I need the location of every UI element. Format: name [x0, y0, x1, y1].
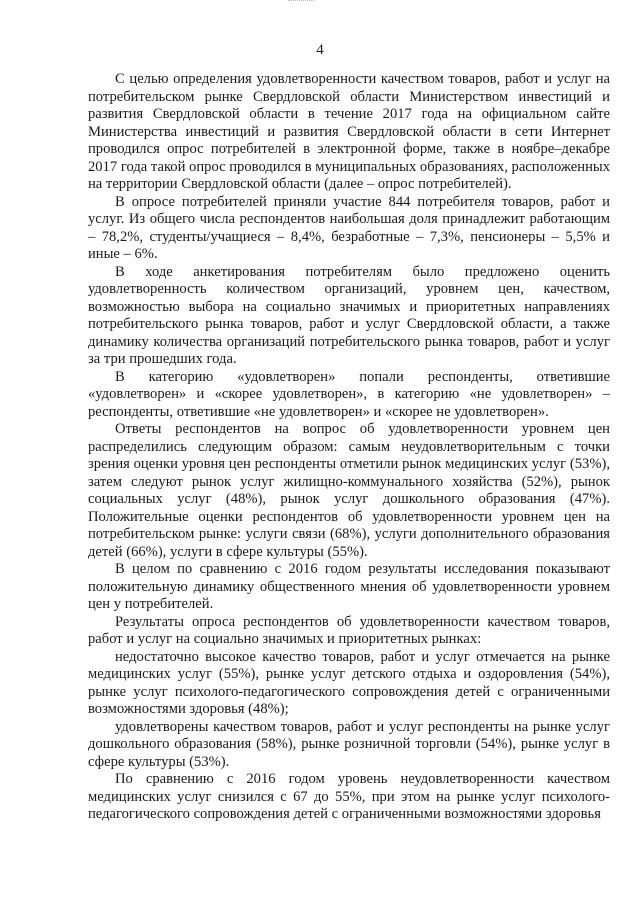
paragraph-categories: В категорию «удовлетворен» попали респонденты, ответившие «удовлетворен» и «скорее удовлетворен», в категорию «не удовлетворен» – респонденты, ответившие «не удовлетворен» и «скорее не удовлетворен». [88, 368, 610, 420]
paragraph-quality-results-intro: Результаты опроса респондентов об удовлетворенности качеством товаров, работ и услуг на социально значимых и приоритетных рынках: [88, 613, 610, 647]
paragraph-survey-intro: С целью определения удовлетворенности качеством товаров, работ и услуг на потребительском рынке Свердловской области Министерством инвестиций и развития Свердловской области в течение 2017 года на официальном сайте Министерства инвестиций и развития Свердловской области в сети Интернет проводился опрос потребителей в электронной форме, также в ноябре–декабре 2017 года такой опрос проводился в муниципальных образованиях, расположенных на территории Свердловской области (далее – опрос потребителей). [88, 71, 610, 192]
paragraph-quality-satisfied: удовлетворены качеством товаров, работ и услуг респонденты на рынке услуг дошкольного образования (58%), рынке розничной торговли (54%), рынке услуг в сфере культуры (53%). [88, 718, 610, 770]
paragraph-price-dynamics: В целом по сравнению с 2016 годом результаты исследования показывают положительную динамику общественного мнения об удовлетворенности уровнем цен у потребителей. [88, 561, 610, 612]
scan-artifact-dots [288, 0, 314, 5]
paragraph-price-satisfaction: Ответы респондентов на вопрос об удовлетворенности уровнем цен распределились следующим образом: самым неудовлетворительным с точки зрения оценки уровня цен респонденты отметили рынок медицинских услуг (53%), затем следуют рынок услуг жилищно-коммунального хозяйства (52%), рынок социальных услуг (48%), рынок услуг дошкольного образования (47%). Положительные оценки респондентов об удовлетворенности уровнем цен на потребительском рынке: услуги связи (68%), услуги дополнительного образования детей (66%), услуги в сфере культуры (55%). [88, 421, 610, 560]
document-body [88, 71, 610, 824]
page-number: 4 [316, 42, 324, 58]
paragraph-questionnaire: В ходе анкетирования потребителям было предложено оценить удовлетворенность количеством организаций, уровнем цен, качеством, возможностью выбора на социально значимых и приоритетных направлениях потребительского рынка товаров, работ и услуг Свердловской области, а также динамику количества организаций потребительского рынка товаров, работ и услуг за три прошедших года. [88, 263, 610, 367]
paragraph-participants: В опросе потребителей приняли участие 844 потребителя товаров, работ и услуг. Из общего числа респондентов наибольшая доля принадлежит работающим – 78,2%, студенты/учащиеся – 8,4%, безработные – 7,3%, пенсионеры – 5,5% и иные – 6%. [88, 193, 610, 262]
paragraph-comparison-2016: По сравнению с 2016 годом уровень неудовлетворенности качеством медицинских услуг снизился с 67 до 55%, при этом на рынке услуг психолого-педагогического сопровождения детей с ограниченными возможностями здоровья [88, 771, 610, 822]
paragraph-quality-low: недостаточно высокое качество товаров, работ и услуг отмечается на рынке медицинских услуг (55%), рынке услуг детского отдыха и оздоровления (54%), рынке услуг психолого-педагогического сопровождения детей с ограниченными возможностями здоровья (48%); [88, 648, 610, 717]
